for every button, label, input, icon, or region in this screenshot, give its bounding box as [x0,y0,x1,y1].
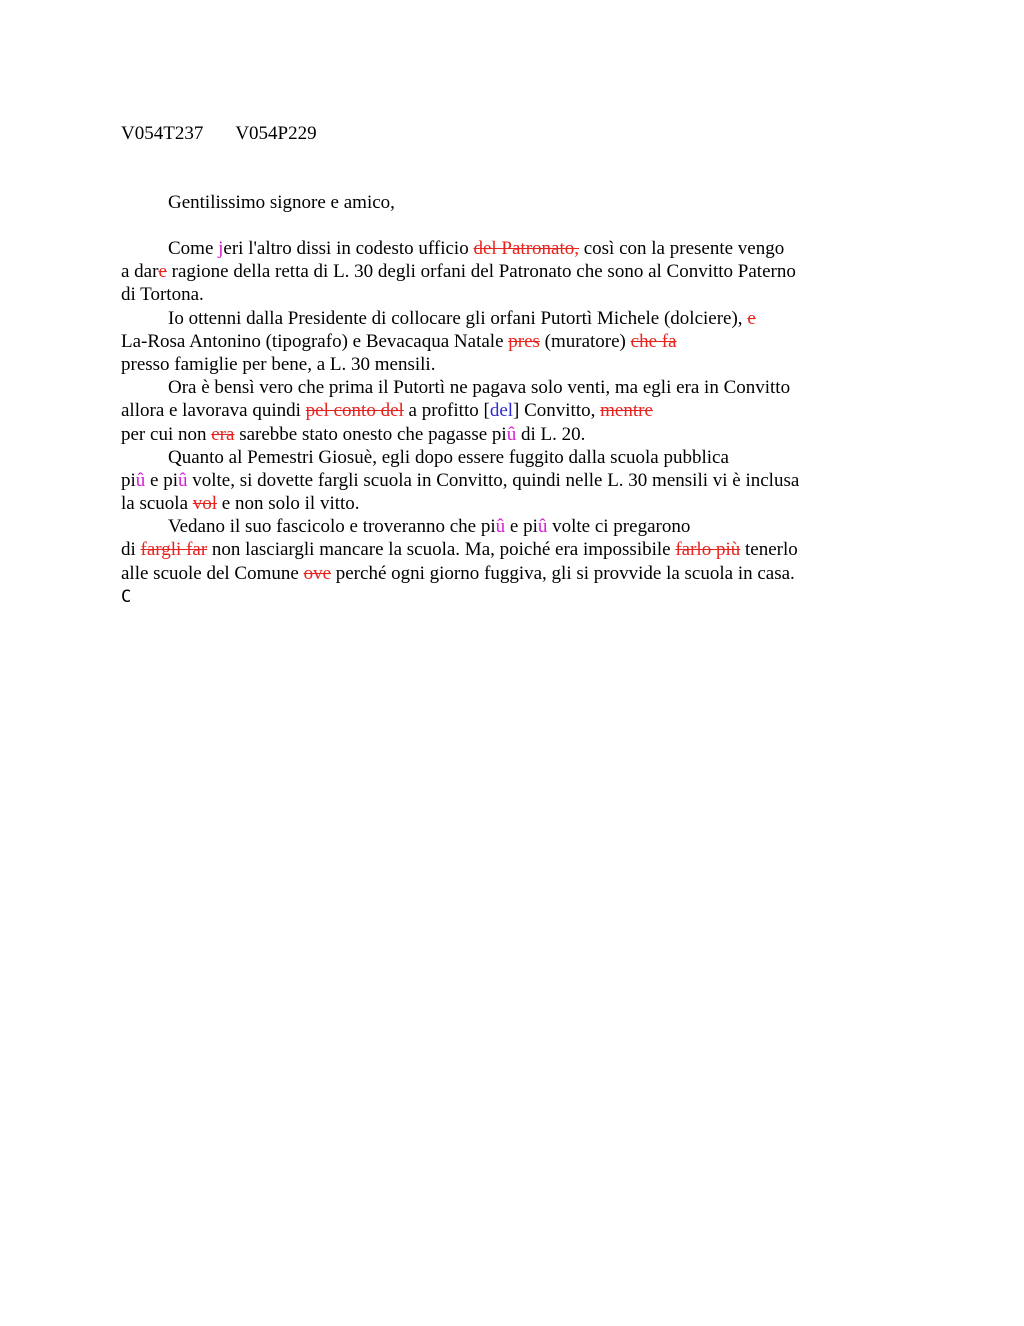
text-segment: di Tortona. [121,284,204,306]
text-line [121,307,799,330]
text-segment: Ora è bensì vero che prima il Putortì ne pagava solo venti, ma egli era in Convitto [168,377,791,399]
corrected-text: û [537,516,548,538]
text-segment: perché ogni giorno fuggiva, gli si provvide la scuola in casa. [331,562,795,584]
text-segment: ragione della retta di L. 30 degli orfani del Patronato che sono al Convitto Paterno [166,261,796,283]
text-segment: Quanto al Pemestri Giosuè, egli dopo essere fuggito dalla scuola pubblica [168,446,729,468]
page-code: V054P229 [235,123,317,144]
corrected-text: j [218,238,224,259]
text-line [121,237,799,260]
deleted-text: pres [508,330,540,352]
corrected-text: û [506,423,517,445]
closing-mark: C [121,587,132,607]
text-segment: volte, si dovette fargli scuola in Convitto, quindi nelle L. 30 mensili vi è inclusa [187,469,800,491]
text-line [121,562,799,585]
deleted-text: fargli far [140,539,208,561]
corrected-text: û [135,469,146,491]
text-line [121,399,799,422]
deleted-text: che fa [630,330,677,352]
deleted-text: mentre [600,400,653,422]
text-line [121,353,799,376]
text-segment: e pi [505,516,538,538]
text-line [121,423,799,446]
deleted-text: e [747,307,756,329]
text-segment: sarebbe stato onesto che pagasse pi [234,423,507,445]
deleted-text: del Patronato, [473,238,579,259]
text-line [121,446,799,469]
deleted-text: era [211,423,235,445]
text-segment: non lasciargli mancare la scuola. Ma, poiché era impossibile [207,539,676,561]
text-segment: di [121,539,141,561]
text-segment: così con la presente vengo [578,238,785,259]
editorial-insertion: del [489,400,514,422]
text-line [121,515,799,538]
text-segment: per cui non [121,423,212,445]
text-segment: La-Rosa Antonino (tipografo) e Bevacaqua Natale [121,330,509,352]
greeting: Gentilissimo signore e amico, [168,192,395,213]
text-segment: a dar [121,261,159,283]
text-line [121,376,799,399]
deleted-text: farlo più [675,539,741,561]
text-segment: Come [168,238,219,259]
document-codes [121,122,317,145]
text-segment: eri l'altro dissi in codesto ufficio [223,238,474,259]
letter-body [121,237,799,585]
text-segment: allora e lavorava quindi [121,400,306,422]
deleted-text: e [158,261,167,283]
text-segment: e non solo il vitto. [217,493,360,515]
text-segment: a profitto [ [403,400,490,422]
text-segment: Vedano il suo fascicolo e troveranno che pi [168,516,496,538]
text-line [121,283,799,306]
text-line [121,492,799,515]
text-segment: volte ci pregarono [547,516,691,538]
text-segment: alle scuole del Comune [121,562,304,584]
text-segment: ] Convitto, [513,400,601,422]
text-segment: presso famiglie per bene, a L. 30 mensili. [121,353,436,375]
text-line [121,330,799,353]
deleted-text: vol [192,493,218,515]
deleted-text: ove [303,562,331,584]
corrected-text: û [178,469,188,491]
text-segment: tenerlo [740,539,798,561]
text-line [121,260,799,283]
deleted-text: pel conto del [305,400,404,422]
text-line [121,469,799,492]
text-segment: e pi [145,469,178,491]
text-segment: pi [121,469,136,491]
text-segment: Io ottenni dalla Presidente di collocare gli orfani Putortì Michele (dolciere), [168,307,748,329]
text-segment: (muratore) [539,330,631,352]
volume-code: V054T237 [121,123,204,144]
text-segment: di L. 20. [516,423,586,445]
text-segment: la scuola [121,493,193,515]
text-line [121,538,799,561]
corrected-text: û [495,516,506,538]
